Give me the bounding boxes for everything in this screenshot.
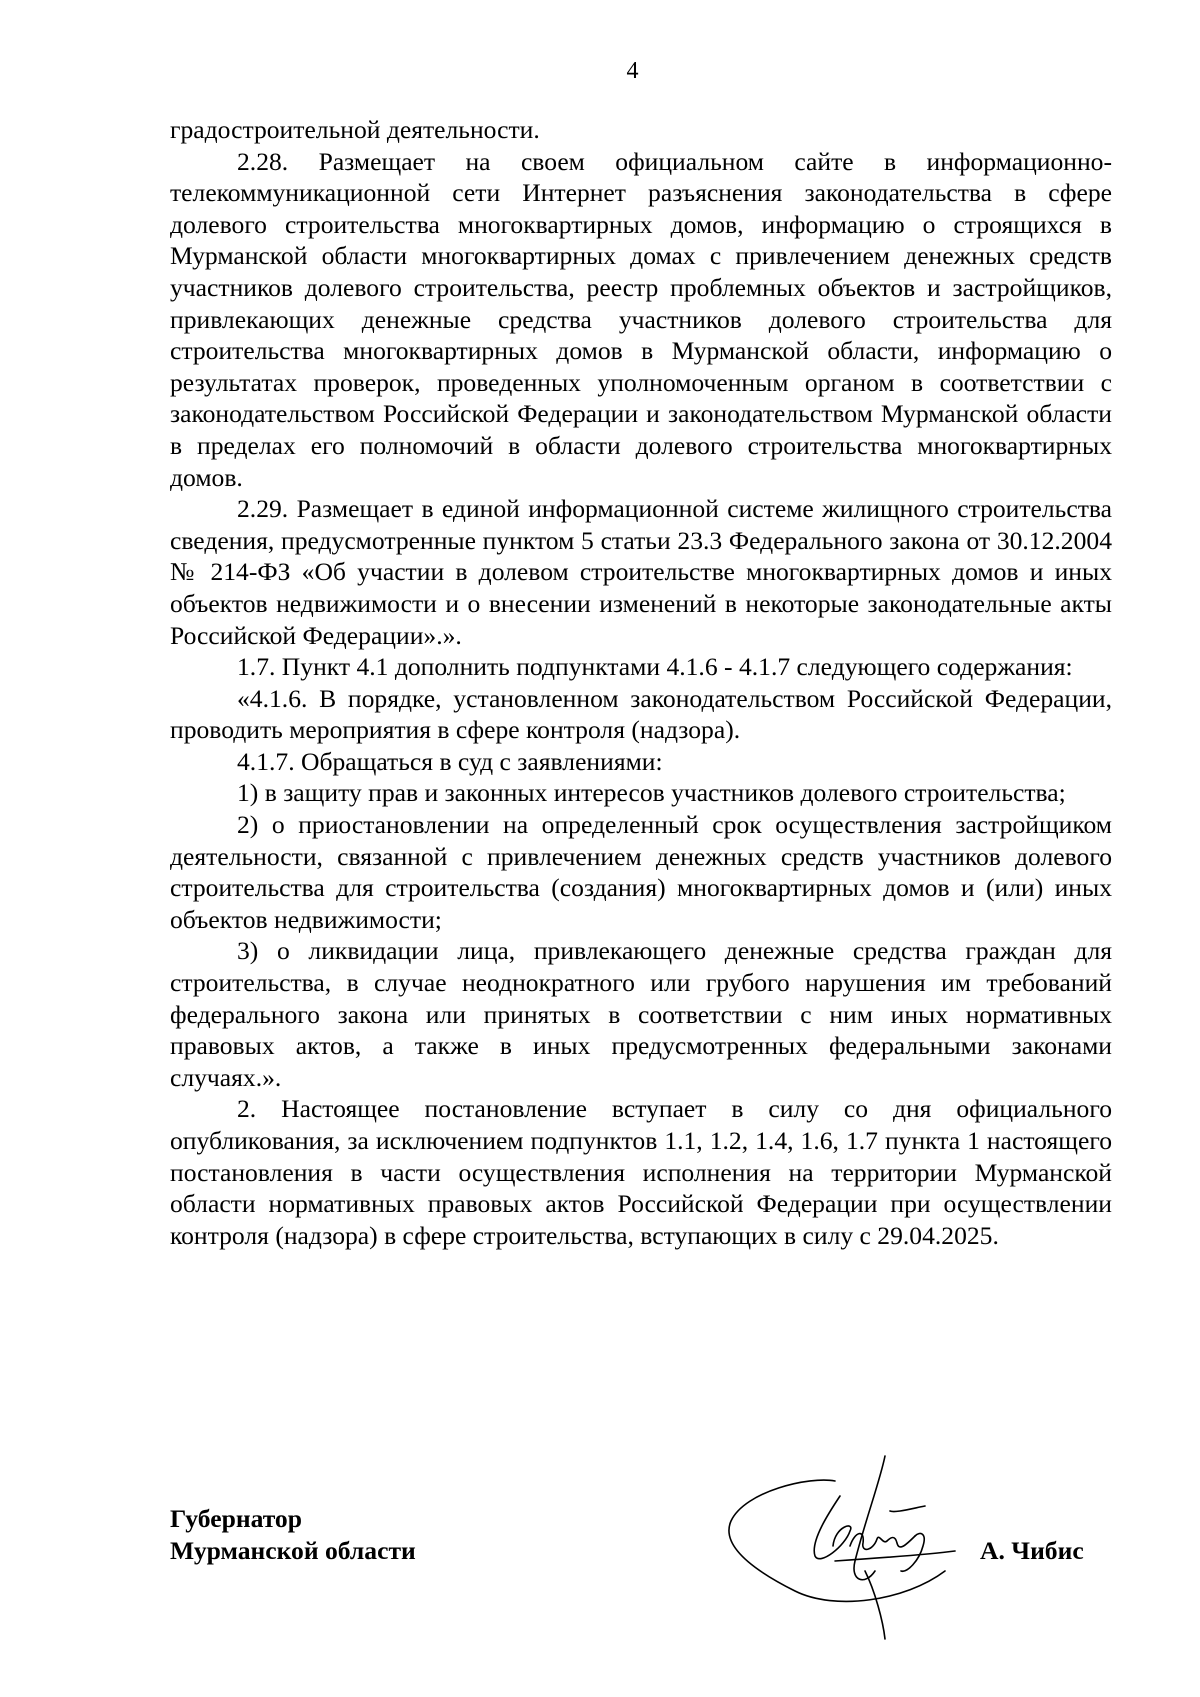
signer-name: А. Чибис <box>980 1536 1084 1565</box>
handwritten-signature <box>715 1451 985 1641</box>
list-item-2: 2) о приостановлении на определенный срок осуществления застройщиком деятельности, связанной с привлечением денежных средств участников долевого строительства для строительства (создания) многоквартирных домов и (или) иных объектов недвижимости; <box>170 810 1112 934</box>
paragraph-2: 2. Настоящее постановление вступает в силу со дня официального опубликования, за исключением подпунктов 1.1, 1.2, 1.4, 1.6, 1.7 пункта 1 настоящего постановления в части осуществления исполнения на территории Мурманской области нормативных правовых актов Российской Федерации при осуществлении контроля (надзора) в сфере строительства, вступающих в силу с 29.04.2025. <box>170 1094 1112 1250</box>
signature-block <box>170 1495 1112 1685</box>
page-number: 4 <box>626 58 639 84</box>
paragraph-4-1-6: «4.1.6. В порядке, установленном законодательством Российской Федерации, проводить мероприятия в сфере контроля (надзора). <box>170 683 1112 745</box>
paragraph-4-1-7: 4.1.7. Обращаться в суд с заявлениями: <box>237 746 663 776</box>
signer-position-line1: Губернатор <box>170 1504 302 1533</box>
paragraph-continuation: градостроительной деятельности. <box>170 115 540 144</box>
paragraph-2-29: 2.29. Размещает в единой информационной системе жилищного строительства сведения, предусмотренные пунктом 5 статьи 23.3 Федерального закона от 30.12.2004 № 214-ФЗ «Об участии в долевом строительстве многоквартирных домов и иных объектов недвижимости и о внесении изменений в некоторые законодательные акты Российской Федерации».». <box>170 494 1112 650</box>
document-body <box>170 114 1112 1251</box>
paragraph-2-28: 2.28. Размещает на своем официальном сайте в информационно-телекоммуникационной сети Интернет разъяснения законодательства в сфере долевого строительства многоквартирных домов, информацию о строящихся в Мурманской области многоквартирных домах с привлечением денежных средств участников долевого строительства, реестр проблемных объектов и застройщиков, привлекающих денежные средства участников долевого строительства для строительства многоквартирных домов в Мурманской области, информацию о результатах проверок, проведенных уполномоченным органом в соответствии с законодательством Российской Федерации и законодательством Мурманской области в пределах его полномочий в области долевого строительства многоквартирных домов. <box>170 146 1112 492</box>
signer-position <box>170 1503 416 1567</box>
paragraph-1-7: 1.7. Пункт 4.1 дополнить подпунктами 4.1.6 - 4.1.7 следующего содержания: <box>237 652 1073 682</box>
list-item-1: 1) в защиту прав и законных интересов участников долевого строительства; <box>237 778 1066 808</box>
signer-position-line2: Мурманской области <box>170 1536 416 1565</box>
list-item-3: 3) о ликвидации лица, привлекающего денежные средства граждан для строительства, в случае неоднократного или грубого нарушения им требований федерального закона или принятых в соответствии с ним иных нормативных правовых актов, а также в иных предусмотренных федеральными законами случаях.». <box>170 936 1112 1092</box>
